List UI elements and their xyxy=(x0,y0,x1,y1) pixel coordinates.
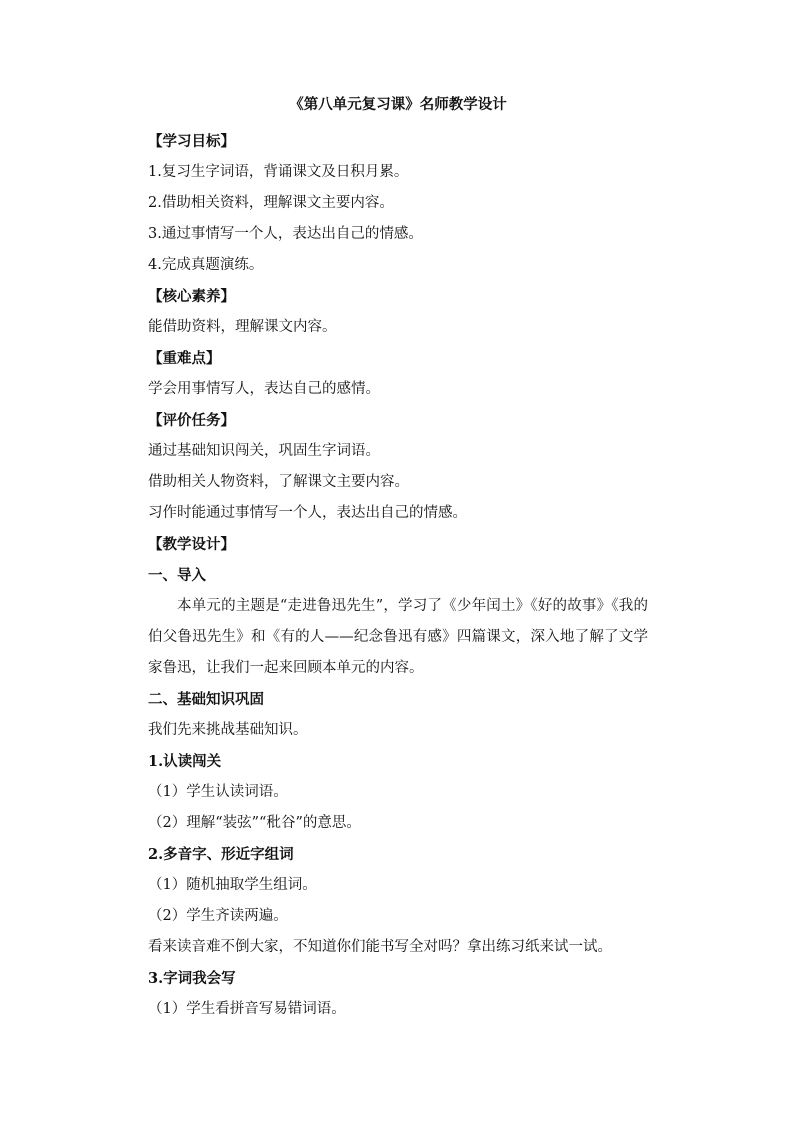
objective-item: 1.复习生字词语，背诵课文及日积月累。 xyxy=(148,164,409,180)
core-heading: 【核心素养】 xyxy=(148,288,235,305)
evaluation-heading: 【评价任务】 xyxy=(148,412,235,429)
polyphone-item: （1）随机抽取学生组词。 xyxy=(148,877,317,893)
writing-heading: 3.字词我会写 xyxy=(148,970,236,987)
objective-item: 4.完成真题演练。 xyxy=(148,257,264,273)
reading-item: （2）理解“装弦”“秕谷”的意思。 xyxy=(148,815,361,831)
polyphone-heading: 2.多音字、形近字组词 xyxy=(148,846,294,863)
document-title: 《第八单元复习课》名师教学设计 xyxy=(289,96,507,113)
evaluation-item: 借助相关人物资料，了解课文主要内容。 xyxy=(148,474,409,490)
objective-item: 3.通过事情写一个人，表达出自己的情感。 xyxy=(148,226,423,242)
transition-text: 看来读音难不倒大家，不知道你们能书写全对吗？拿出练习纸来试一试。 xyxy=(148,939,612,955)
intro-paragraph: 本单元的主题是“走进鲁迅先生”，学习了《少年闰土》《好的故事》《我的伯父鲁迅先生》和《有的人——纪念鲁迅有感》四篇课文，深入地了解了文学家鲁迅，让我们一起来回顾本单元的内容。 xyxy=(148,598,648,676)
evaluation-item: 习作时能通过事情写一个人，表达出自己的情感。 xyxy=(148,505,467,521)
reading-heading: 1.认读闯关 xyxy=(148,753,222,770)
core-text: 能借助资料，理解课文内容。 xyxy=(148,319,337,335)
document-body xyxy=(148,94,648,1025)
objective-item: 2.借助相关资料，理解课文主要内容。 xyxy=(148,195,394,211)
basics-heading: 二、基础知识巩固 xyxy=(148,691,264,708)
evaluation-item: 通过基础知识闯关，巩固生字词语。 xyxy=(148,443,380,459)
key-points-heading: 【重难点】 xyxy=(148,350,221,367)
key-points-text: 学会用事情写人，表达自己的感情。 xyxy=(148,381,380,397)
reading-item: （1）学生认读词语。 xyxy=(148,784,288,800)
objectives-heading: 【学习目标】 xyxy=(148,133,235,150)
polyphone-item: （2）学生齐读两遍。 xyxy=(148,908,288,924)
basics-text: 我们先来挑战基础知识。 xyxy=(148,722,308,738)
intro-heading: 一、导入 xyxy=(148,567,206,584)
writing-item: （1）学生看拼音写易错词语。 xyxy=(148,1001,346,1017)
design-heading: 【教学设计】 xyxy=(148,536,235,553)
